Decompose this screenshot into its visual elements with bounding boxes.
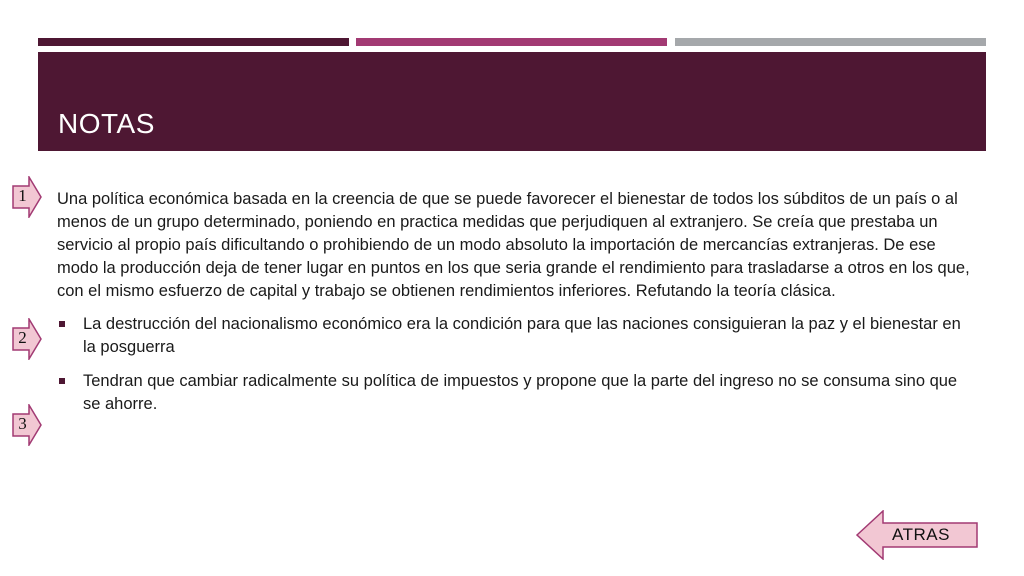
back-button-label: ATRAS xyxy=(892,525,950,544)
square-bullet-icon xyxy=(59,321,65,327)
note-marker-label: 2 xyxy=(18,328,27,347)
slide-title: NOTAS xyxy=(58,108,155,139)
intro-paragraph: Una política económica basada en la creencia de que se puede favorecer el bienestar de todos los súbditos de un país o al menos de un grupo determinado, poniendo en practica medidas que perjudiquen al extranjero. Se creía que prestaba un servicio al propio país dificultando o prohibiendo de un modo absoluto la importación de mercancías extranjeras. De ese modo la producción deja de tener lugar en puntos en los que seria grande el rendimiento para trasladarse a otros en los que, con el mismo esfuerzo de capital y trabajo se obtienen rendimientos inferiores. Refutando la teoría clásica. xyxy=(57,190,970,300)
bullet-text: Tendran que cambiar radicalmente su política de impuestos y propone que la parte del ingreso no se consuma sino que se ahorre. xyxy=(83,372,958,413)
back-button[interactable] xyxy=(856,510,978,560)
accent-stripe-dark xyxy=(38,38,349,46)
square-bullet-icon xyxy=(59,378,65,384)
note-marker-label: 1 xyxy=(18,186,27,205)
accent-stripe-gray xyxy=(675,38,986,46)
note-marker-1[interactable] xyxy=(12,176,42,218)
note-marker-3[interactable] xyxy=(12,404,42,446)
slide-body xyxy=(57,188,972,427)
note-marker-2[interactable] xyxy=(12,318,42,360)
list-item xyxy=(57,313,972,359)
bullet-list xyxy=(57,313,972,416)
bullet-text: La destrucción del nacionalismo económico era la condición para que las naciones consiguieran la paz y el bienestar en la posguerra xyxy=(83,315,961,356)
accent-stripe-magenta xyxy=(356,38,667,46)
title-band xyxy=(38,52,986,151)
note-marker-label: 3 xyxy=(18,414,27,433)
list-item xyxy=(57,370,972,416)
